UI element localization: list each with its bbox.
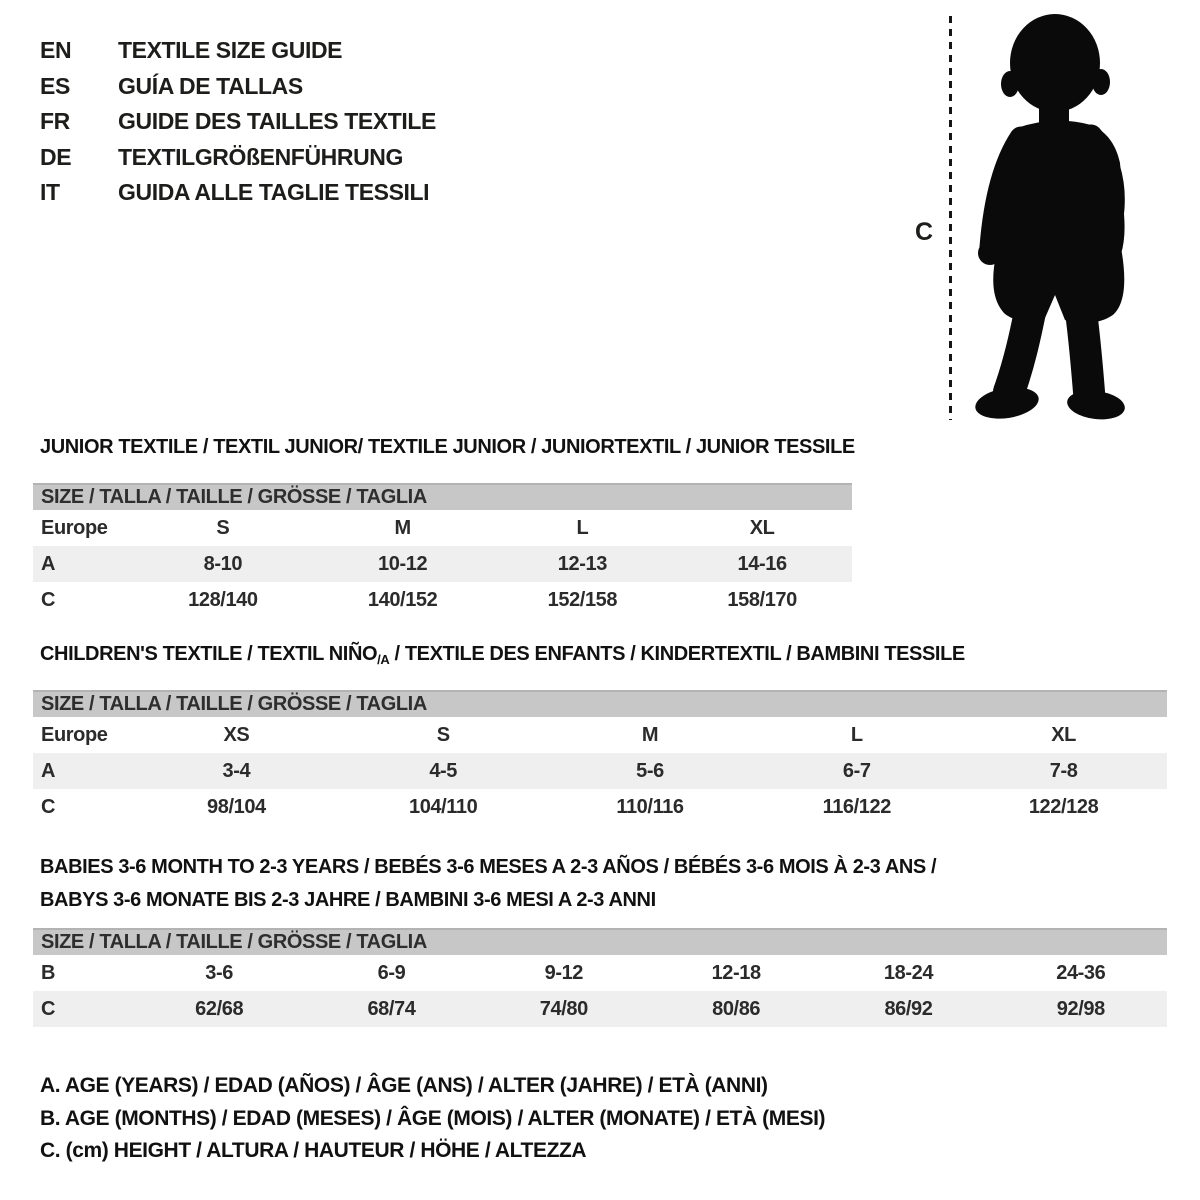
language-title: GUIDE DES TAILLES TEXTILE (118, 108, 436, 135)
row-label: B (41, 961, 56, 984)
size-cell: M (641, 723, 659, 746)
height-c-label: C (915, 218, 933, 246)
table-row-height (33, 991, 1167, 1027)
height-cell: 86/92 (884, 997, 933, 1020)
table-row-months (33, 955, 1167, 991)
height-cell: 104/110 (408, 795, 478, 818)
months-cell: 24-36 (1056, 961, 1106, 984)
height-cell: 158/170 (727, 588, 797, 611)
children-title-pre: CHILDREN'S TEXTILE / TEXTIL NIÑO (40, 643, 378, 665)
legend-age-months: B. AGE (MONTHS) / EDAD (MESES) / ÂGE (MOIS) / ALTER (MONATE) / ETÀ (MESI) (40, 1106, 826, 1130)
size-header-bar: SIZE / TALLA / TAILLE / GRÖSSE / TAGLIA (33, 690, 1167, 717)
height-cell: 62/68 (195, 997, 244, 1020)
size-cell: XS (223, 723, 250, 746)
table-row-height (33, 582, 852, 618)
table-row-height (33, 789, 1167, 825)
months-cell: 6-9 (377, 961, 406, 984)
size-cell: M (394, 516, 411, 539)
row-label: C (41, 997, 56, 1020)
age-cell: 7-8 (1049, 759, 1078, 782)
legend (40, 1070, 825, 1168)
size-cell: L (576, 516, 589, 539)
language-code: FR (40, 108, 70, 135)
row-label: Europe (41, 516, 108, 539)
height-cell: 68/74 (367, 997, 416, 1020)
size-cell: XL (1051, 723, 1076, 746)
height-cell: 152/158 (547, 588, 618, 611)
language-code: IT (40, 179, 60, 206)
size-header-bar: SIZE / TALLA / TAILLE / GRÖSSE / TAGLIA (33, 928, 1167, 955)
children-title-post: / TEXTILE DES ENFANTS / KINDERTEXTIL / BAMBINI TESSILE (389, 643, 965, 665)
age-cell: 8-10 (203, 552, 243, 575)
months-cell: 18-24 (883, 961, 934, 984)
language-title: TEXTILE SIZE GUIDE (118, 37, 343, 64)
children-size-table (33, 690, 1167, 825)
table-row-age (33, 546, 852, 582)
row-label: A (41, 759, 56, 782)
height-cell: 92/98 (1056, 997, 1105, 1020)
height-cell: 98/104 (207, 795, 266, 818)
junior-section-title: JUNIOR TEXTILE / TEXTIL JUNIOR/ TEXTILE JUNIOR / JUNIORTEXTIL / JUNIOR TESSILE (40, 436, 855, 458)
height-dashed-line (949, 16, 952, 420)
row-label: C (41, 795, 56, 818)
height-cell: 122/128 (1028, 795, 1099, 818)
height-cell: 116/122 (822, 795, 891, 818)
babies-title-line2: BABYS 3-6 MONATE BIS 2-3 JAHRE / BAMBINI 3-6 MESI A 2-3 ANNI (40, 889, 656, 911)
height-cell: 110/116 (616, 795, 684, 818)
babies-section-title (40, 851, 936, 917)
months-cell: 3-6 (205, 961, 234, 984)
size-cell: L (850, 723, 863, 746)
row-label: A (41, 552, 56, 575)
age-cell: 4-5 (429, 759, 458, 782)
row-label: C (41, 588, 56, 611)
age-cell: 14-16 (737, 552, 787, 575)
language-code: ES (40, 72, 70, 99)
age-cell: 3-4 (222, 759, 251, 782)
junior-size-table (33, 483, 852, 618)
language-row-en (40, 33, 436, 69)
language-title: GUIDA ALLE TAGLIE TESSILI (118, 179, 430, 206)
size-cell: S (436, 723, 450, 746)
children-section-title (40, 643, 965, 667)
language-title: GUÍA DE TALLAS (118, 72, 303, 99)
table-row-europe (33, 510, 852, 546)
children-title-subscript: /A (377, 652, 390, 667)
months-cell: 9-12 (544, 961, 584, 984)
language-code: EN (40, 37, 72, 64)
table-row-europe (33, 717, 1167, 753)
age-cell: 10-12 (378, 552, 428, 575)
height-measure-figure (905, 12, 1175, 430)
row-label: Europe (41, 723, 108, 746)
language-row-it (40, 175, 436, 211)
language-row-fr (40, 104, 436, 140)
age-cell: 6-7 (842, 759, 871, 782)
toddler-silhouette-icon (965, 12, 1149, 422)
age-cell: 12-13 (557, 552, 607, 575)
size-cell: XL (749, 516, 775, 539)
language-row-de (40, 140, 436, 176)
language-title: TEXTILGRÖßENFÜHRUNG (118, 143, 403, 170)
height-cell: 74/80 (539, 997, 588, 1020)
legend-height-cm: C. (cm) HEIGHT / ALTURA / HAUTEUR / HÖHE / ALTEZZA (40, 1139, 587, 1162)
height-cell: 128/140 (188, 588, 258, 611)
height-cell: 140/152 (367, 588, 438, 611)
babies-size-table (33, 928, 1167, 1027)
table-row-age (33, 753, 1167, 789)
legend-age-years: A. AGE (YEARS) / EDAD (AÑOS) / ÂGE (ANS) / ALTER (JAHRE) / ETÀ (ANNI) (40, 1074, 768, 1097)
babies-title-line1: BABIES 3-6 MONTH TO 2-3 YEARS / BEBÉS 3-6 MESES A 2-3 AÑOS / BÉBÉS 3-6 MOIS À 2-3 ANS / (40, 856, 937, 878)
size-cell: S (216, 516, 230, 539)
age-cell: 5-6 (636, 759, 664, 782)
language-row-es (40, 69, 436, 105)
language-list (40, 33, 436, 211)
height-cell: 80/86 (712, 997, 761, 1020)
language-code: DE (40, 143, 72, 170)
months-cell: 12-18 (711, 961, 761, 984)
size-header-bar: SIZE / TALLA / TAILLE / GRÖSSE / TAGLIA (33, 483, 852, 510)
